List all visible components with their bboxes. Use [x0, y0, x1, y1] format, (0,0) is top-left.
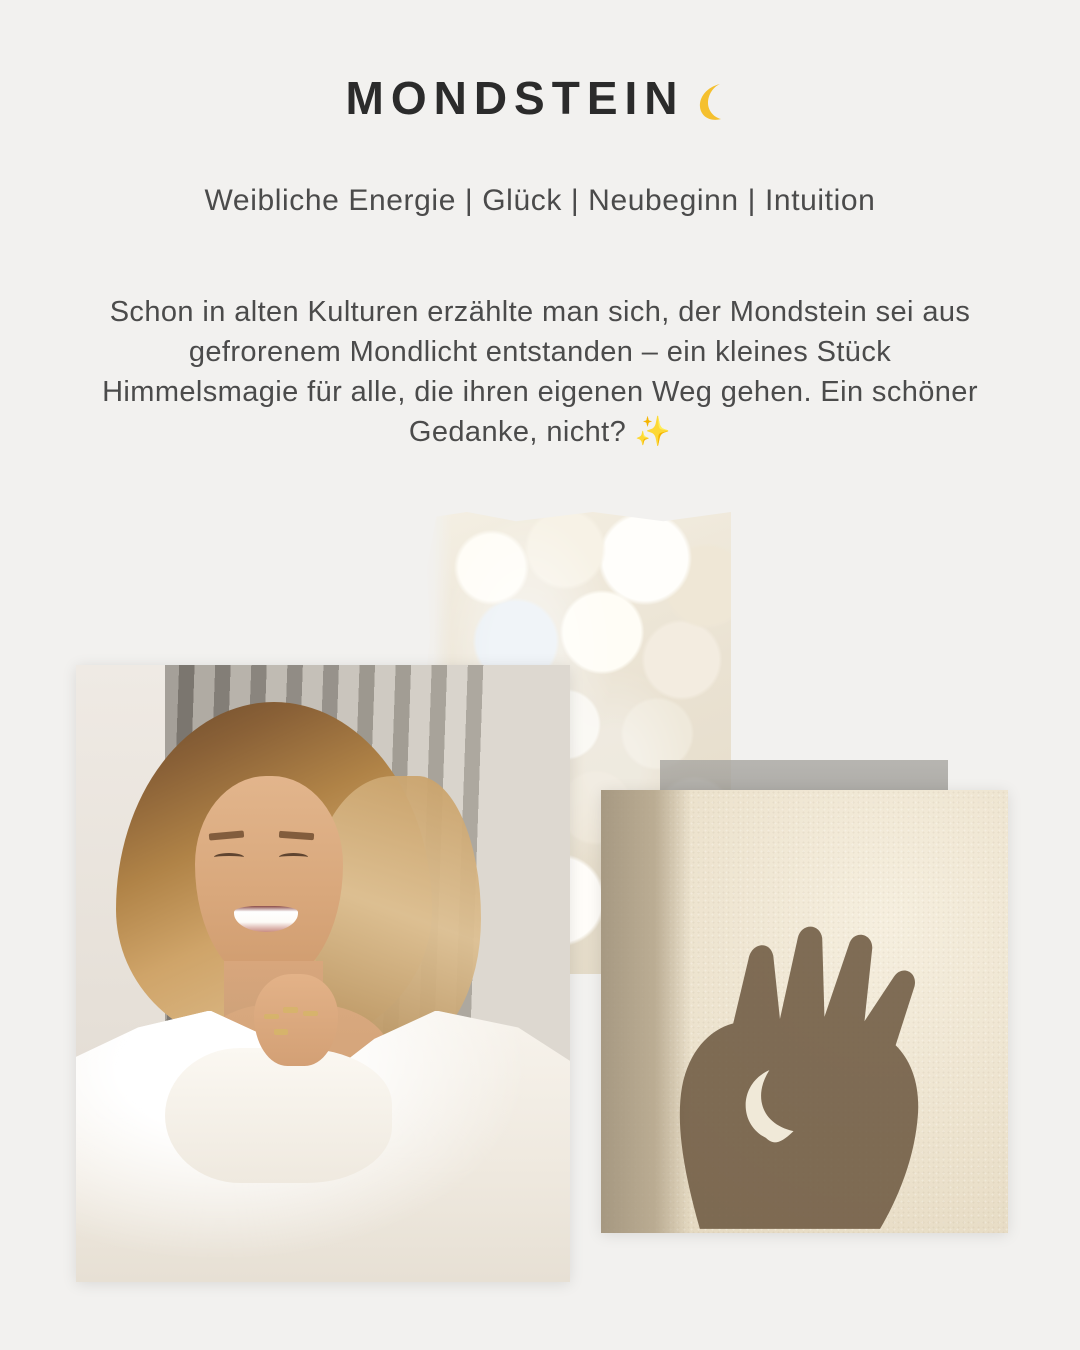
portrait-sleeve-arm	[165, 1048, 392, 1184]
gold-ring-4	[274, 1029, 289, 1035]
hand-shadow-on-sand-photo	[601, 790, 1008, 1233]
body-paragraph	[90, 292, 990, 452]
smiling-woman-portrait-photo	[76, 665, 570, 1282]
gold-ring-1	[264, 1014, 279, 1020]
portrait-hand	[254, 974, 338, 1067]
portrait-eye-right	[279, 853, 309, 862]
sparkles-icon: ✨	[634, 416, 672, 449]
page-header	[0, 74, 1080, 122]
portrait-eye-left	[214, 853, 244, 862]
subtitle: Weibliche Energie | Glück | Neubeginn | Intuition	[204, 184, 876, 217]
body-paragraph-text: Schon in alten Kulturen erzählte man sich, der Mondstein sei aus gefrorenem Mondlicht entstanden – ein kleines Stück Himmelsmagie für alle, die ihren eigenen Weg gehen. Ein schöner Gedanke, nicht?	[102, 296, 978, 449]
hand-silhouette	[642, 901, 976, 1229]
title-row	[346, 74, 735, 122]
crescent-moon-icon	[687, 78, 735, 126]
gold-ring-3	[303, 1011, 318, 1017]
page-title: MONDSTEIN	[345, 72, 685, 124]
gold-ring-2	[283, 1007, 298, 1013]
